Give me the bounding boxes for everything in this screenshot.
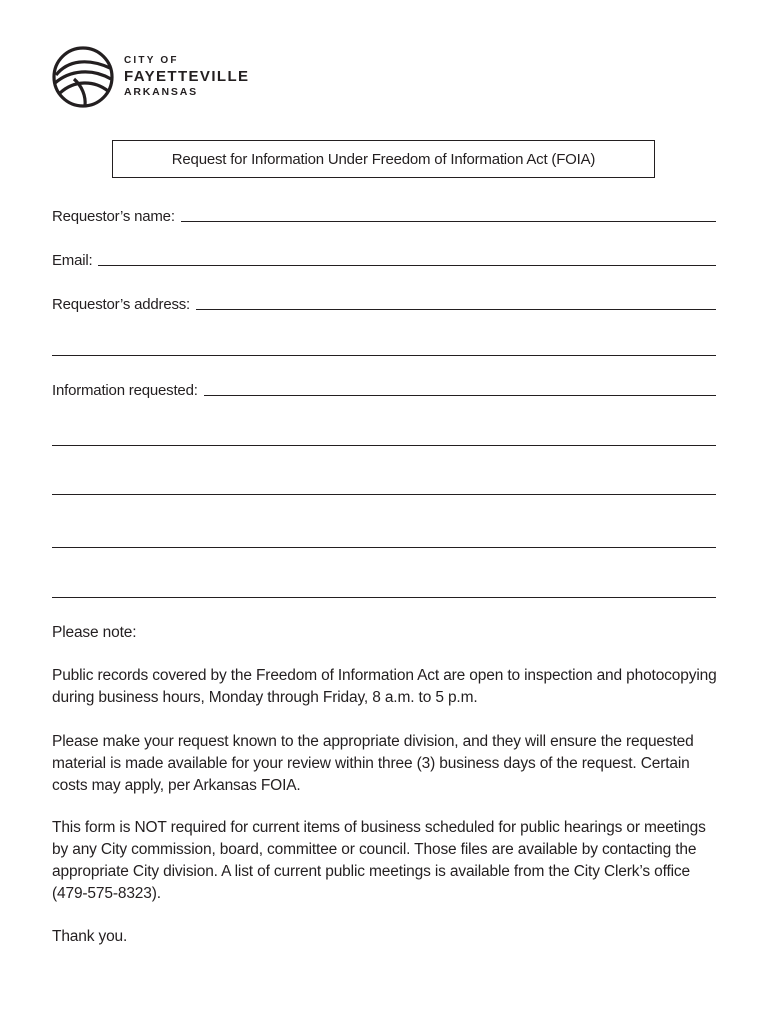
note-paragraph-3: This form is NOT required for current items of business scheduled for public hearings or meetings by any City commission, board, committee or council. Those files are available by contacting the appropriate City division. A list of current public meetings is available from the City Clerk’s office (479-575-8323). xyxy=(52,819,706,902)
requestor-name-label: Requestor’s name: xyxy=(52,208,175,225)
requestor-name-line[interactable] xyxy=(181,221,716,222)
information-requested-line[interactable] xyxy=(204,395,716,396)
email-line[interactable] xyxy=(98,265,716,266)
note-heading: Please note: xyxy=(52,624,137,641)
logo-city-of: CITY OF xyxy=(124,55,179,66)
information-line-3[interactable] xyxy=(52,494,716,495)
information-line-5[interactable] xyxy=(52,597,716,598)
logo-city-name: FAYETTEVILLE xyxy=(124,68,250,85)
requestor-name-field[interactable] xyxy=(52,208,716,225)
requestor-address-line[interactable] xyxy=(196,309,716,310)
logo-wordmark xyxy=(124,56,249,98)
requestor-address-field[interactable] xyxy=(52,296,716,313)
information-requested-field[interactable] xyxy=(52,382,716,399)
requestor-address-label: Requestor’s address: xyxy=(52,296,191,313)
information-line-2[interactable] xyxy=(52,445,716,446)
address-line-2[interactable] xyxy=(52,355,716,356)
logo-state: ARKANSAS xyxy=(124,86,198,98)
note-paragraph-1: Public records covered by the Freedom of Information Act are open to inspection and photocopying during business hours, Monday through Friday, 8 a.m. to 5 p.m. xyxy=(52,667,717,706)
note-paragraph-2: Please make your request known to the appropriate division, and they will ensure the requested material is made available for your review within three (3) business days of the request. Certain costs may apply, per Arkansas FOIA. xyxy=(52,733,694,794)
information-requested-label: Information requested: xyxy=(52,382,198,399)
city-hills-logo-icon xyxy=(52,46,114,108)
email-field[interactable] xyxy=(52,252,716,269)
city-logo xyxy=(52,46,272,110)
email-label: Email: xyxy=(52,252,93,269)
information-line-4[interactable] xyxy=(52,547,716,548)
closing-text: Thank you. xyxy=(52,928,128,945)
form-title: Request for Information Under Freedom of Information Act (FOIA) xyxy=(112,140,655,178)
